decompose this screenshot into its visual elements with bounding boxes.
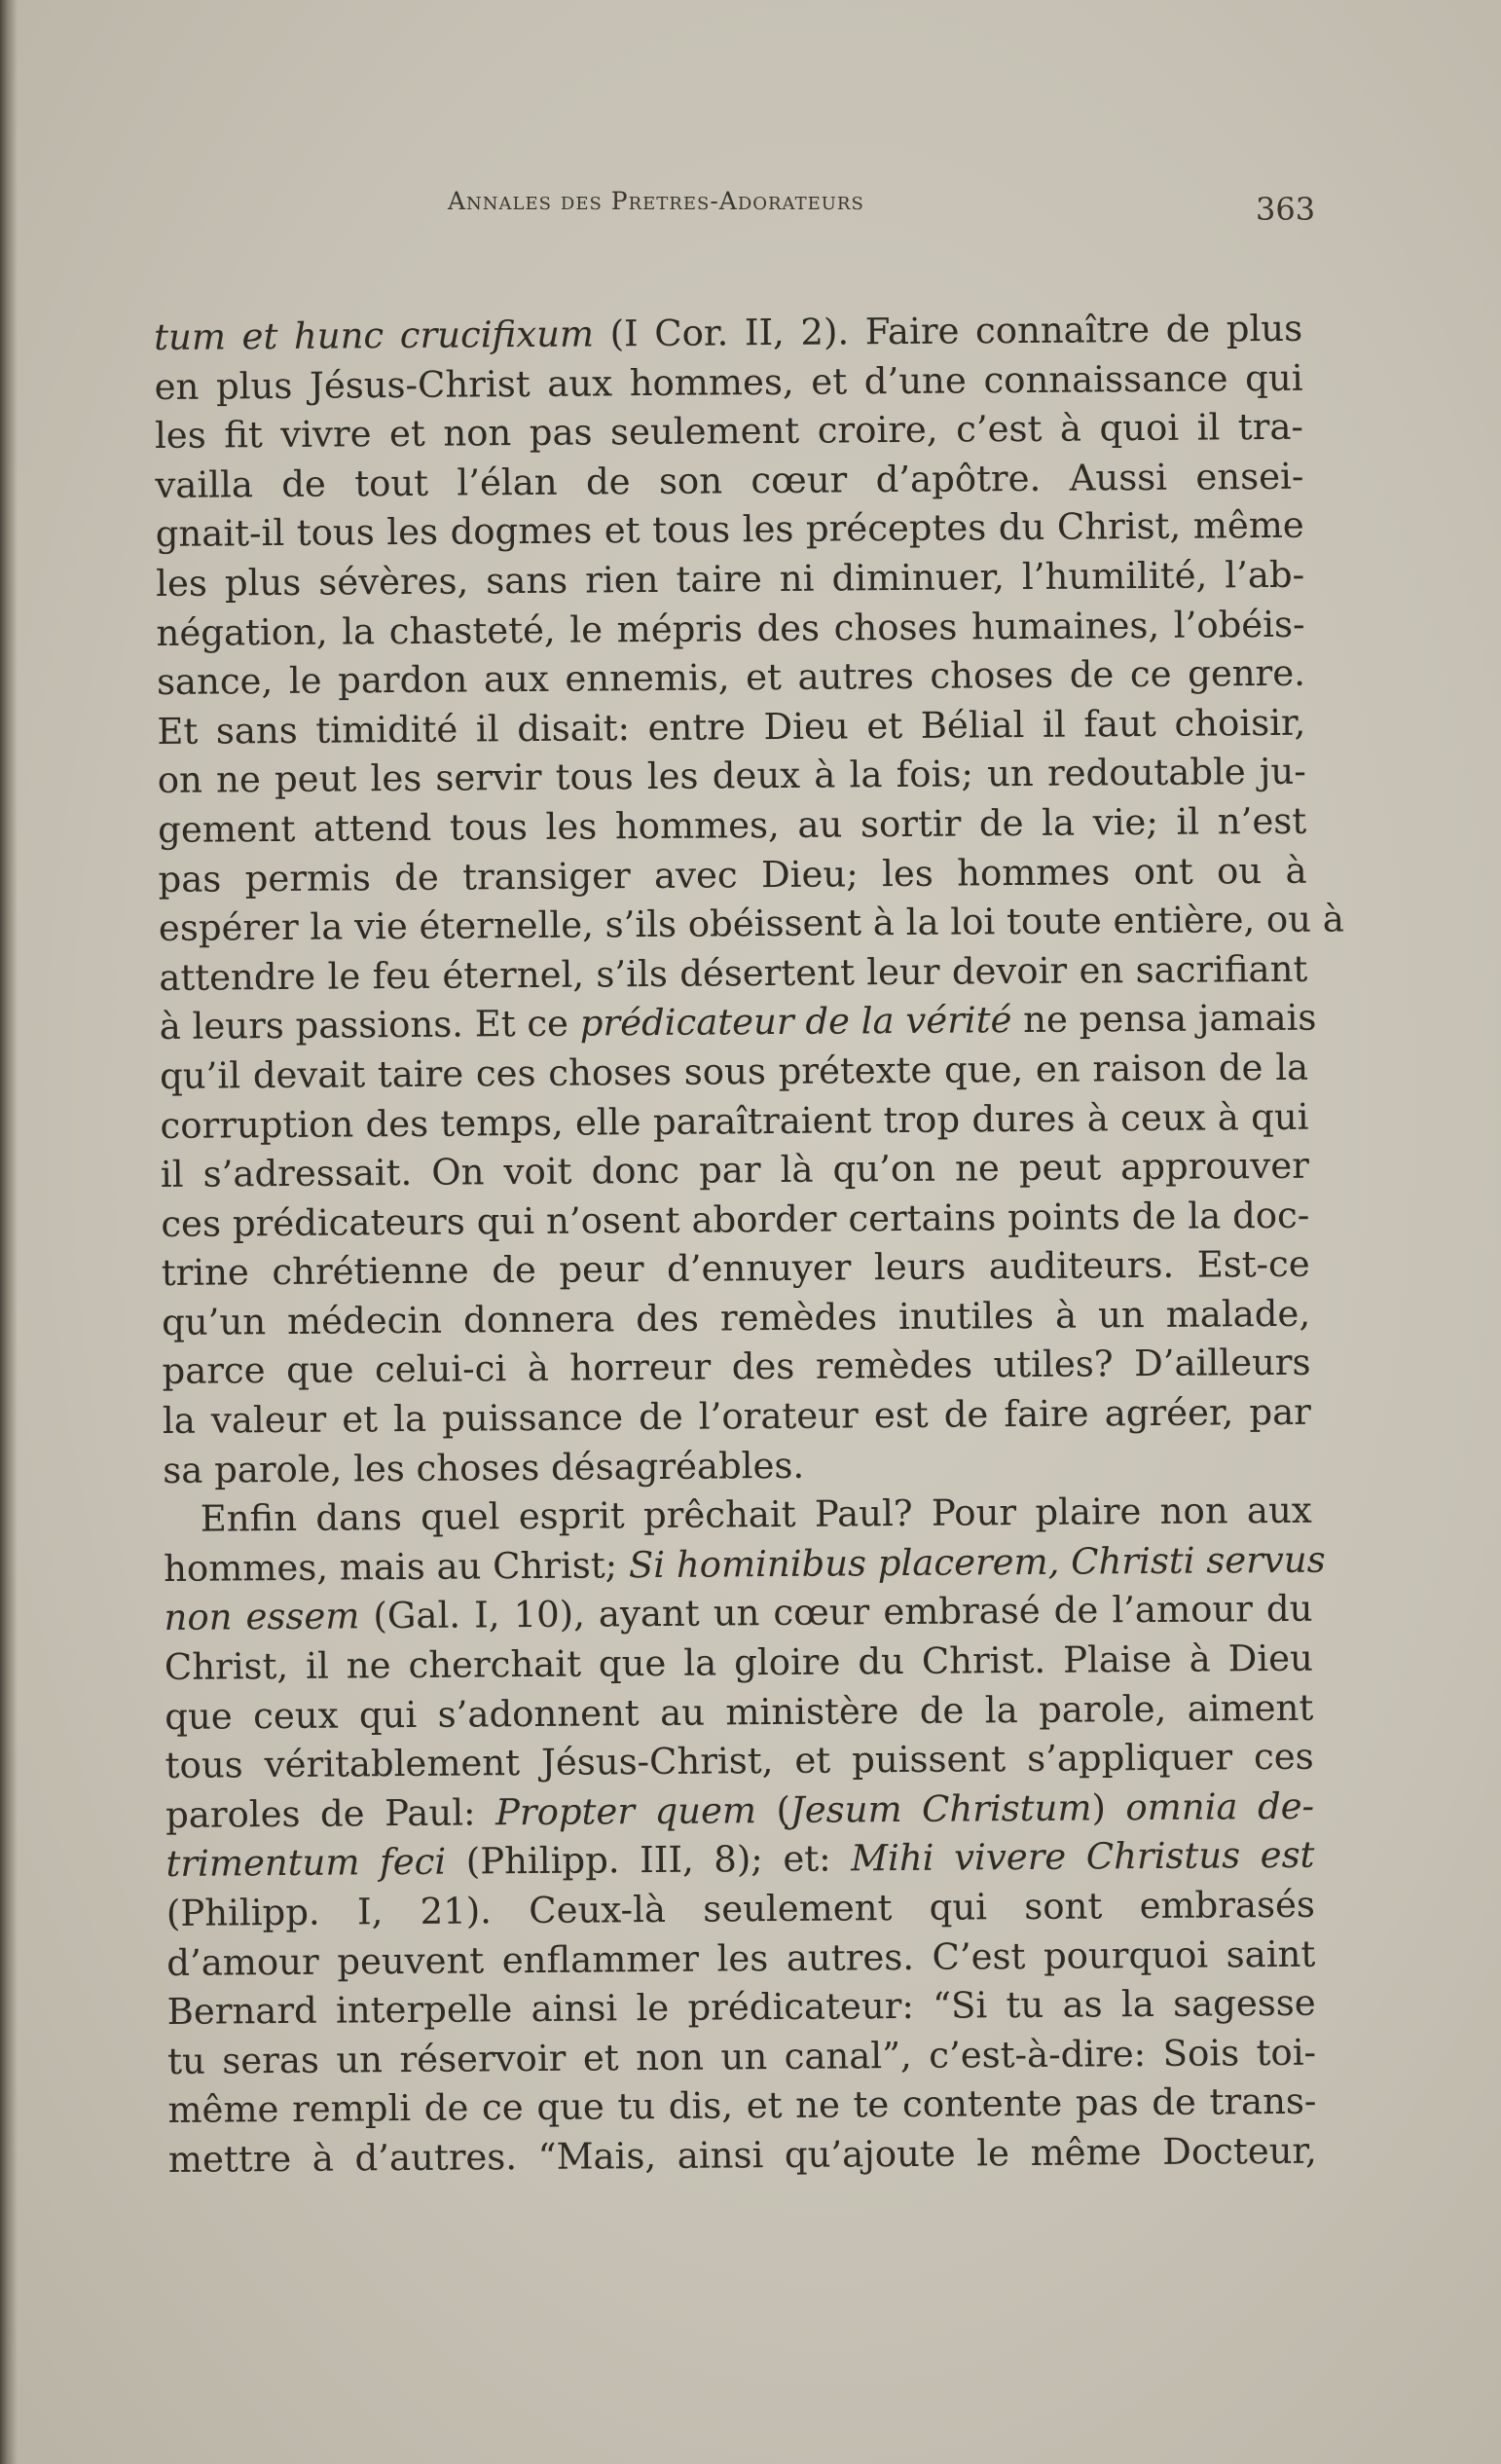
text-segment: gement attend tous les hommes, au sortir de la vie; il n’est xyxy=(157,799,1307,851)
text-segment: sa parole, les choses désagréables. xyxy=(163,1444,805,1491)
italic-text-segment: Propter quem xyxy=(494,1788,757,1834)
text-segment: corruption des temps, elle paraîtraient trop dures à ceux à qui xyxy=(160,1095,1309,1147)
text-line xyxy=(163,1388,1311,1447)
text-segment: (I Cor. II, 2). Faire connaître de plus xyxy=(593,307,1303,355)
text-segment: d’amour peuvent enflammer les autres. C’est pourquoi saint xyxy=(166,1932,1316,1984)
italic-text-segment: prédicateur de la vérité xyxy=(579,999,1012,1045)
running-title: Annales des Pretres-Adorateurs xyxy=(448,187,864,215)
text-segment: mettre à d’autres. “Mais, ainsi qu’ajoute le même Docteur, xyxy=(167,2129,1318,2181)
text-segment: ) xyxy=(1091,1786,1126,1829)
text-line xyxy=(156,501,1304,560)
text-line xyxy=(165,1683,1313,1742)
text-segment: sance, le pardon aux ennemis, et autres choses de ce genre. xyxy=(156,651,1306,704)
page-number: 363 xyxy=(1256,191,1316,228)
text-segment: hommes, mais au Christ; xyxy=(163,1544,630,1590)
text-segment: (Gal. I, 10), ayant un cœur embrasé de l’amour du xyxy=(359,1588,1313,1637)
text-segment: Bernard interpelle ainsi le prédicateur: “Si tu as la sagesse xyxy=(166,1981,1316,2034)
text-line xyxy=(157,649,1305,708)
italic-text-segment: non essem xyxy=(164,1595,360,1639)
text-segment: pas permis de transiger avec Dieu; les hommes ont ou à xyxy=(158,849,1307,901)
text-line xyxy=(155,453,1303,511)
text-line xyxy=(167,1979,1316,2038)
text-segment: gnait-il tous les dogmes et tous les préceptes du Christ, même xyxy=(155,504,1304,556)
text-segment: Enfin dans quel esprit prêchait Paul? Pour plaire non aux xyxy=(200,1489,1312,1540)
text-segment: que ceux qui s’adonnent au ministère de la parole, aiment xyxy=(165,1686,1314,1738)
italic-text-segment: tum et hunc crucifixum xyxy=(154,313,595,358)
italic-text-segment: Jesum Christum xyxy=(789,1786,1092,1831)
text-segment: en plus Jésus-Christ aux hommes, et d’une connaissance qui xyxy=(154,356,1303,408)
text-line xyxy=(158,846,1306,904)
text-segment: les fit vivre et non pas seulement croire, c’est à quoi il tra- xyxy=(154,405,1304,458)
text-line xyxy=(162,1339,1310,1397)
italic-text-segment: trimentum feci xyxy=(165,1841,447,1886)
text-line xyxy=(165,1782,1314,1840)
text-segment: (Philipp. III, 8); et: xyxy=(446,1837,852,1884)
text-segment: Et sans timidité il disait: entre Dieu et Bélial il faut choisir, xyxy=(157,701,1306,753)
text-line xyxy=(163,1437,1311,1495)
text-line xyxy=(159,944,1307,1003)
text-line xyxy=(158,896,1345,954)
text-line xyxy=(162,1240,1310,1299)
text-line xyxy=(164,1487,1312,1545)
text-line xyxy=(163,1536,1326,1595)
text-line xyxy=(167,2028,1316,2086)
text-line xyxy=(161,1142,1309,1200)
text-segment: il s’adressait. On voit donc par là qu’on ne peut approuver xyxy=(160,1144,1310,1196)
text-segment: parce que celui-ci à horreur des remèdes utiles? D’ailleurs xyxy=(162,1342,1311,1393)
text-line xyxy=(155,403,1303,461)
text-line xyxy=(165,1831,1314,1890)
text-line xyxy=(162,1290,1310,1348)
text-segment: on ne peut les servir tous les deux à la fois; un redoutable ju- xyxy=(157,751,1306,802)
text-line xyxy=(154,353,1302,412)
text-line xyxy=(166,1930,1315,1988)
text-line xyxy=(168,2127,1317,2186)
text-segment: Christ, il ne cherchait que la gloire du Christ. Plaise à Dieu xyxy=(164,1637,1314,1688)
text-segment: espérer la vie éternelle, s’ils obéissent à la loi toute entière, ou à xyxy=(158,898,1345,950)
text-segment: tous véritablement Jésus-Christ, et puissent s’appliquer ces xyxy=(165,1735,1314,1787)
text-segment: (Philipp. I, 21). Ceux-là seulement qui sont embrasés xyxy=(165,1883,1316,1934)
text-line xyxy=(165,1635,1313,1693)
page-header xyxy=(0,187,1501,226)
italic-text-segment: Si hominibus placerem, Christi servus xyxy=(628,1538,1326,1587)
text-line xyxy=(165,1733,1314,1791)
text-segment: ne pensa jamais xyxy=(1011,996,1317,1042)
text-segment: tu seras un réservoir et non un canal”, c’est-à-dire: Sois toi- xyxy=(166,2031,1317,2082)
text-segment: ces prédicateurs qui n’osent aborder certains points de la doc- xyxy=(161,1194,1310,1245)
text-segment: la valeur et la puissance de l’orateur est de faire agréer, par xyxy=(162,1390,1312,1443)
text-line xyxy=(160,1092,1308,1151)
text-line xyxy=(158,748,1306,806)
spine-shadow xyxy=(0,0,18,2464)
text-segment: qu’un médecin donnera des remèdes inutiles à un malade, xyxy=(161,1292,1311,1343)
text-line xyxy=(161,1191,1309,1249)
italic-text-segment: omnia de- xyxy=(1125,1784,1315,1829)
body-text xyxy=(154,305,1345,2186)
text-line xyxy=(164,1585,1312,1643)
text-segment: vailla de tout l’élan de son cœur d’apôtre. Aussi ensei- xyxy=(155,455,1304,506)
text-segment: négation, la chasteté, le mépris des choses humaines, l’obéis- xyxy=(156,603,1305,654)
text-segment: à leurs passions. Et ce xyxy=(159,1002,580,1048)
text-segment: qu’il devait taire ces choses sous prétexte que, en raison de la xyxy=(159,1046,1309,1097)
text-line xyxy=(154,305,1302,363)
text-line xyxy=(158,797,1306,856)
text-line xyxy=(157,698,1305,756)
text-segment: paroles de Paul: xyxy=(165,1791,496,1836)
text-line xyxy=(167,2078,1316,2136)
text-line xyxy=(160,1044,1308,1102)
text-segment: même rempli de ce que tu dis, et ne te contente pas de trans- xyxy=(167,2080,1317,2132)
italic-text-segment: Mihi vivere Christus est xyxy=(850,1834,1315,1880)
text-line xyxy=(159,994,1317,1052)
text-segment: ( xyxy=(755,1788,791,1831)
text-segment: attendre le feu éternel, s’ils désertent leur devoir en sacrifiant xyxy=(159,947,1308,999)
text-line xyxy=(166,1881,1315,1939)
text-line xyxy=(156,551,1304,609)
text-segment: trine chrétienne de peur d’ennuyer leurs auditeurs. Est-ce xyxy=(161,1242,1310,1295)
text-line xyxy=(156,600,1304,658)
text-segment: les plus sévères, sans rien taire ni diminuer, l’humilité, l’ab- xyxy=(156,553,1305,605)
